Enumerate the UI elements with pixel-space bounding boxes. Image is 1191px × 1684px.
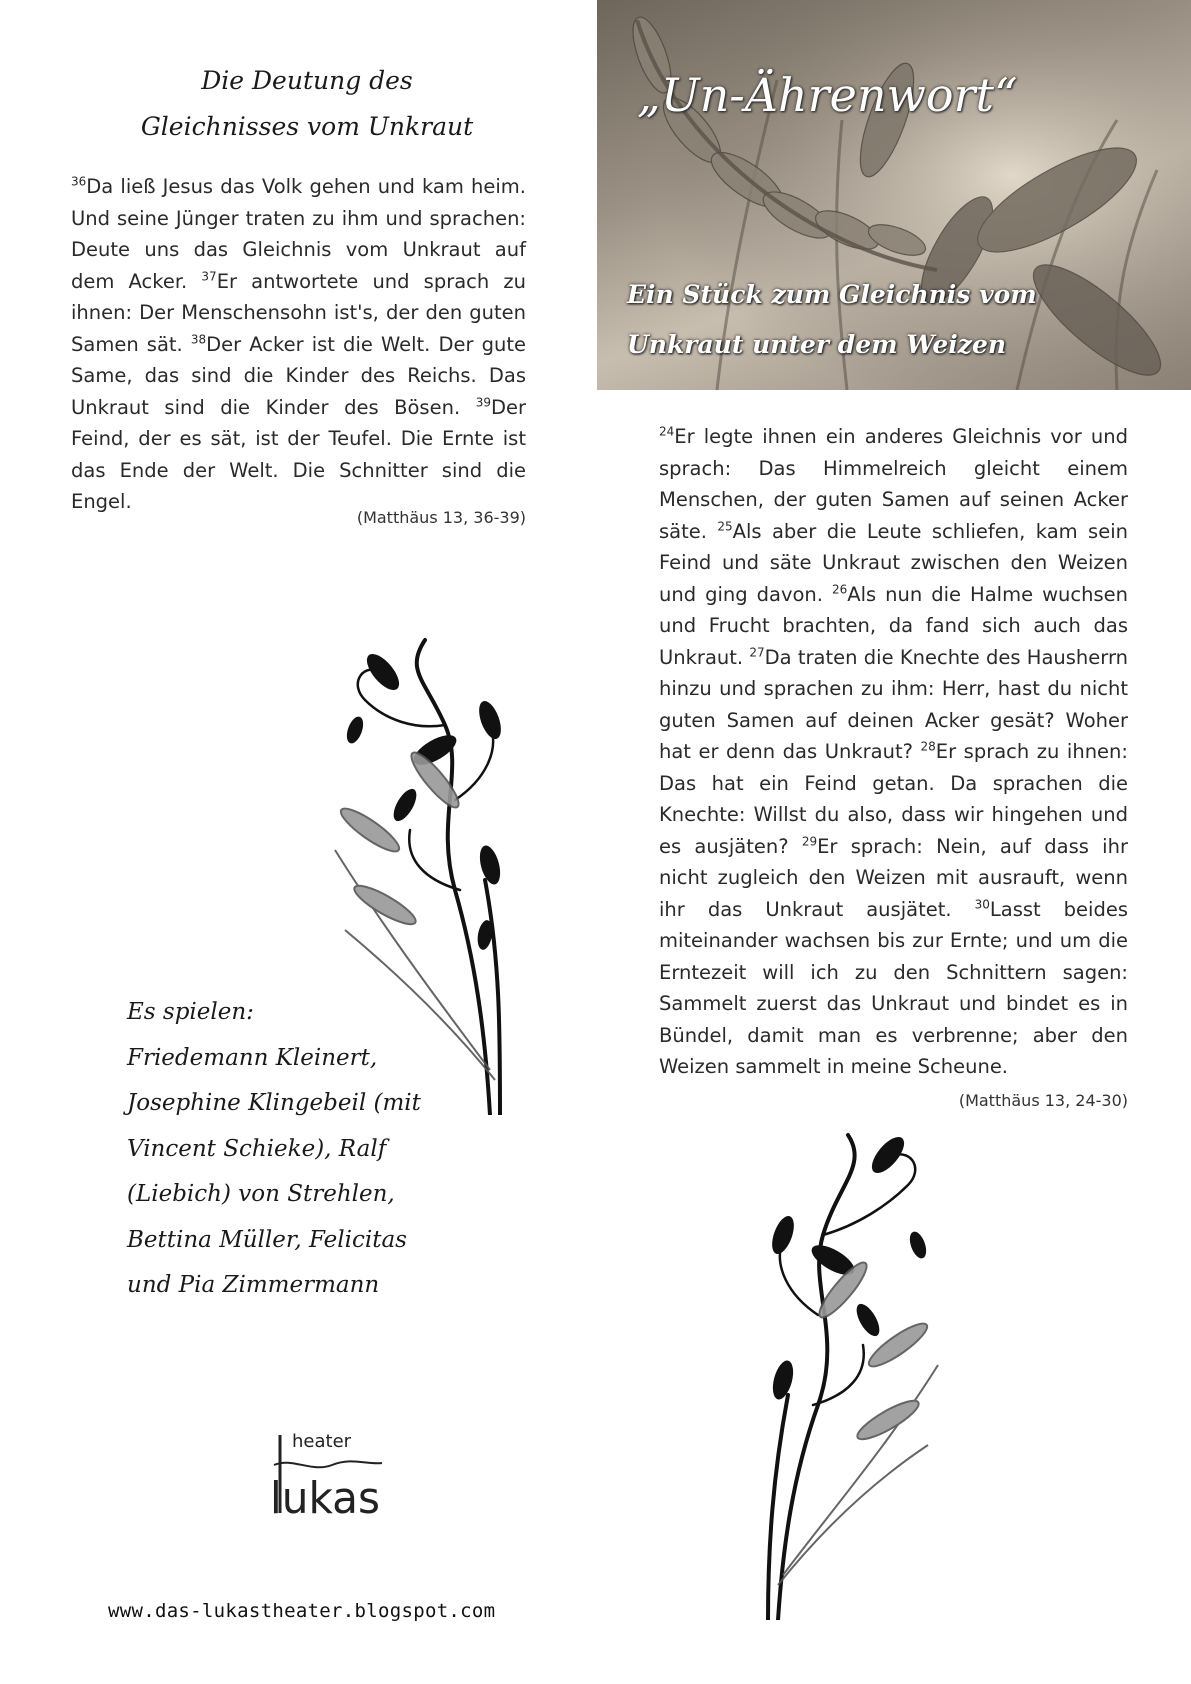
verse-text: Da traten die Knechte des Hausherrn hinzu und sprachen zu ihm: Herr, hast du nicht guten Samen auf deinen Acker gesät? Woher hat er denn das Unkraut? bbox=[659, 645, 1128, 763]
hero-subtitle-line-1: Ein Stück zum Gleichnis vom bbox=[627, 280, 1037, 309]
verse-number: 37 bbox=[201, 269, 217, 283]
cast-list bbox=[127, 990, 477, 1309]
hero-title: „Un-Ährenwort“ bbox=[637, 68, 1018, 122]
verse-text: Er sprach zu ihnen: Das hat ein Feind getan. Da sprachen die Knechte: Willst du also, dass wir hingehen und es ausjäten? bbox=[659, 740, 1128, 858]
verse-number: 38 bbox=[190, 332, 207, 346]
hero-image bbox=[597, 0, 1191, 390]
wheat-ornament-right bbox=[748, 1125, 948, 1620]
verse-number: 28 bbox=[920, 739, 936, 754]
right-passage bbox=[659, 421, 1128, 1083]
left-reference: (Matthäus 13, 36-39) bbox=[356, 508, 526, 527]
verse-text: Als nun die Halme wuchsen und Frucht brachten, da fand sich auch das Unkraut. bbox=[659, 582, 1128, 669]
cast-line: und Pia Zimmermann bbox=[127, 1272, 380, 1298]
right-reference: (Matthäus 13, 24-30) bbox=[958, 1091, 1128, 1110]
cast-line: Vincent Schieke), Ralf bbox=[127, 1135, 387, 1162]
cast-line: (Liebich) von Strehlen, bbox=[127, 1181, 395, 1207]
left-title-line-1: Die Deutung des bbox=[201, 66, 413, 95]
verse-number: 39 bbox=[475, 395, 491, 409]
verse-text: Er legte ihnen ein anderes Gleichnis vor und sprach: Das Himmelreich gleicht einem Menschen, der guten Samen auf seinen Acker säte. bbox=[659, 425, 1128, 543]
verse-text: Der Feind, der es sät, ist der Teufel. Die Ernte ist das Ende der Welt. Die Schnitter sind die Engel. bbox=[71, 395, 526, 513]
verse-number: 27 bbox=[749, 645, 765, 659]
verse-text: Der Acker ist die Welt. Der gute Same, das sind die Kinder des Reichs. Das Unkraut sind die Kinder des Bösen. bbox=[71, 332, 526, 419]
logo-bottom-text: lukas bbox=[270, 1473, 380, 1524]
cast-line: Bettina Müller, Felicitas bbox=[127, 1226, 407, 1253]
verse-number: 26 bbox=[831, 582, 848, 596]
verse-number: 30 bbox=[974, 897, 990, 911]
verse-text: Lasst beides miteinander wachsen bis zur Ernte; und um die Erntezeit will ich zu den Schnittern sagen: Sammelt zuerst das Unkraut und bindet es in Bündel, damit man es verbrenne; aber den Weizen sammelt in meine Scheune. bbox=[659, 897, 1129, 1078]
left-title bbox=[62, 58, 552, 150]
left-passage bbox=[71, 171, 526, 518]
verse-number: 36 bbox=[71, 174, 87, 189]
verse-text: Er sprach: Nein, auf dass ihr nicht zugleich den Weizen mit ausrauft, wenn ihr das Unkraut ausjätet. bbox=[659, 834, 1128, 921]
hero-subtitle bbox=[627, 270, 1187, 370]
verse-number: 25 bbox=[717, 519, 733, 533]
cast-line: Es spielen: bbox=[127, 999, 254, 1025]
verse-text: Er antwortete und sprach zu ihnen: Der Menschensohn ist's, der den guten Samen sät. bbox=[71, 269, 527, 356]
theater-lukas-logo bbox=[262, 1425, 392, 1530]
verse-text: Als aber die Leute schliefen, kam sein Feind und säte Unkraut zwischen den Weizen und ging davon. bbox=[659, 519, 1128, 606]
hero-subtitle-line-2: Unkraut unter dem Weizen bbox=[627, 330, 1007, 359]
verse-number: 29 bbox=[801, 834, 818, 848]
cast-line: Friedemann Kleinert, bbox=[127, 1044, 378, 1071]
verse-number: 24 bbox=[659, 424, 675, 439]
left-title-line-2: Gleichnisses vom Unkraut bbox=[140, 112, 474, 141]
logo-top-text: heater bbox=[292, 1431, 352, 1452]
cast-line: Josephine Klingebeil (mit bbox=[127, 1090, 421, 1116]
website-url[interactable]: www.das-lukastheater.blogspot.com bbox=[108, 1600, 496, 1622]
verse-text: Da ließ Jesus das Volk gehen und kam heim. Und seine Jünger traten zu ihm und sprachen: Deute uns das Gleichnis vom Unkraut auf dem Acker. bbox=[71, 175, 526, 293]
